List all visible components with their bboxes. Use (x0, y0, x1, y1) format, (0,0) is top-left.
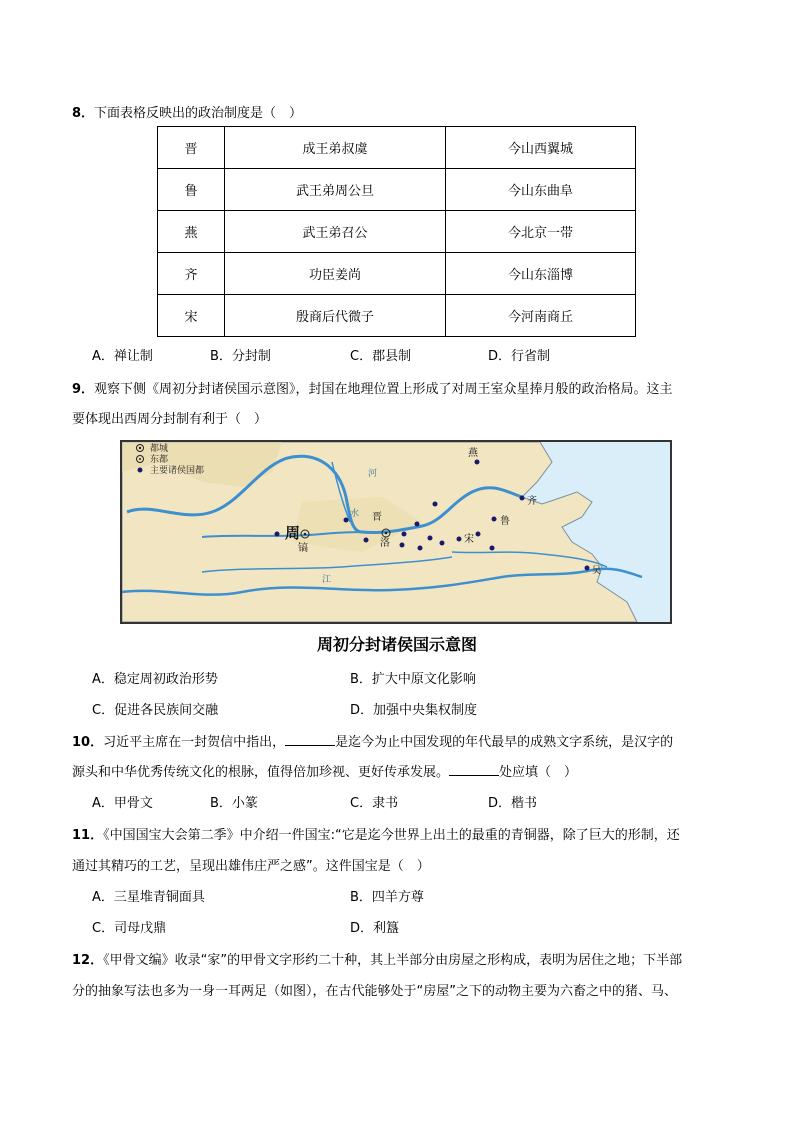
question-10-line1 (72, 731, 673, 750)
state-cell: 齐 (158, 253, 225, 295)
label-zhou: 周 (285, 524, 301, 542)
enfeoffed-person-cell: 殷商后代微子 (225, 295, 446, 337)
question-text: 《中国国宝大会第二季》中介绍一件国宝:“它是迄今世界上出土的最重的青铜器，除了巨大的形制，还 (103, 828, 680, 843)
location-cell: 今山西翼城 (446, 127, 636, 169)
q10-option-d[interactable]: D．楷书 (488, 796, 538, 811)
question-text: 处应填（ ） (499, 765, 578, 780)
label-wu: 吴 (592, 566, 602, 576)
label-lu: 鲁 (500, 516, 510, 527)
question-number: 11． (72, 828, 104, 843)
legend-east-capital: 东都 (150, 455, 169, 465)
label-river-shui: 水 (350, 509, 360, 519)
q11-option-d[interactable]: D．利簋 (350, 921, 400, 936)
label-river-jiang: 江 (322, 575, 332, 585)
q10-option-c[interactable]: C．隶书 (350, 796, 399, 811)
q10-option-b[interactable]: B．小篆 (210, 796, 258, 811)
question-9-line1 (72, 378, 673, 397)
question-number: 9． (72, 382, 95, 397)
location-cell: 今河南商丘 (446, 295, 636, 337)
question-11-line1 (72, 824, 680, 843)
legend-vassal-capital: 主要诸侯国都 (150, 466, 205, 476)
question-text: 观察下侧《周初分封诸侯国示意图》，封国在地理位置上形成了对周王室众星捧月般的政治格局。这主 (94, 382, 673, 397)
question-number: 10． (72, 735, 104, 750)
q11-option-c[interactable]: C．司母戊鼎 (92, 921, 167, 936)
state-cell: 宋 (158, 295, 225, 337)
label-jin: 晋 (372, 512, 382, 523)
map-title: 周初分封诸侯国示意图 (316, 635, 477, 654)
state-cell: 鲁 (158, 169, 225, 211)
q10-option-a[interactable]: A．甲骨文 (92, 796, 153, 811)
question-text: 是迄今为止中国发现的年代最早的成熟文字系统，是汉字的 (335, 735, 674, 750)
q9-option-c[interactable]: C．促进各民族间交融 (92, 703, 219, 718)
fiefdom-table (157, 126, 636, 337)
question-text: 习近平主席在一封贺信中指出， (103, 735, 286, 750)
enfeoffed-person-cell: 功臣姜尚 (225, 253, 446, 295)
location-cell: 今山东淄博 (446, 253, 636, 295)
enfeoffed-person-cell: 武王弟召公 (225, 211, 446, 253)
label-yan: 燕 (468, 448, 478, 459)
question-number: 8． (72, 106, 95, 121)
table-row (158, 211, 636, 253)
q8-option-d[interactable]: D．行省制 (488, 349, 551, 364)
question-text: 下面表格反映出的政治制度是（ ） (94, 106, 303, 121)
question-11-line2: 通过其精巧的工艺，呈现出雄伟庄严之感”。这件国宝是（ ） (72, 859, 430, 874)
label-river-he: 河 (368, 469, 378, 479)
q8-option-c[interactable]: C．郡县制 (350, 349, 412, 364)
question-10-line2 (72, 761, 577, 780)
answer-blank[interactable] (449, 763, 499, 776)
q11-option-b[interactable]: B．四羊方尊 (350, 890, 424, 905)
question-text: 《甲骨文编》收录“家”的甲骨文字形约二十种，其上半部分由房屋之形构成，表明为居住之地；下半部 (103, 953, 683, 968)
map-graphic (122, 442, 670, 622)
q9-option-d[interactable]: D．加强中央集权制度 (350, 703, 478, 718)
answer-blank[interactable] (285, 733, 335, 746)
label-qi: 齐 (527, 496, 537, 507)
legend-capital: 都城 (150, 444, 169, 454)
q8-option-b[interactable]: B．分封制 (210, 349, 271, 364)
location-cell: 今山东曲阜 (446, 169, 636, 211)
question-number: 12． (72, 953, 104, 968)
q9-option-b[interactable]: B．扩大中原文化影响 (350, 672, 476, 687)
label-hao: 镐 (298, 543, 308, 554)
question-9-line2: 要体现出西周分封制有利于（ ） (72, 412, 268, 427)
fiefdom-map (120, 440, 672, 624)
question-12-line2: 分的抽象写法也多为一身一耳两足（如图），在古代能够处于“房屋”之下的动物主要为六畜之中的猪、马、 (72, 984, 677, 999)
q8-option-a[interactable]: A．禅让制 (92, 349, 153, 364)
state-cell: 晋 (158, 127, 225, 169)
table-row (158, 295, 636, 337)
q9-option-a[interactable]: A．稳定周初政治形势 (92, 672, 218, 687)
enfeoffed-person-cell: 成王弟叔虞 (225, 127, 446, 169)
state-cell: 燕 (158, 211, 225, 253)
q11-option-a[interactable]: A．三星堆青铜面具 (92, 890, 205, 905)
table-row (158, 253, 636, 295)
label-song: 宋 (464, 534, 474, 545)
table-row (158, 169, 636, 211)
question-8 (72, 102, 302, 121)
location-cell: 今北京一带 (446, 211, 636, 253)
question-12-line1 (72, 949, 682, 968)
table-row (158, 127, 636, 169)
label-luo: 洛 (380, 538, 390, 549)
enfeoffed-person-cell: 武王弟周公旦 (225, 169, 446, 211)
question-text: 源头和中华优秀传统文化的根脉，值得倍加珍视、更好传承发展。 (72, 765, 450, 780)
